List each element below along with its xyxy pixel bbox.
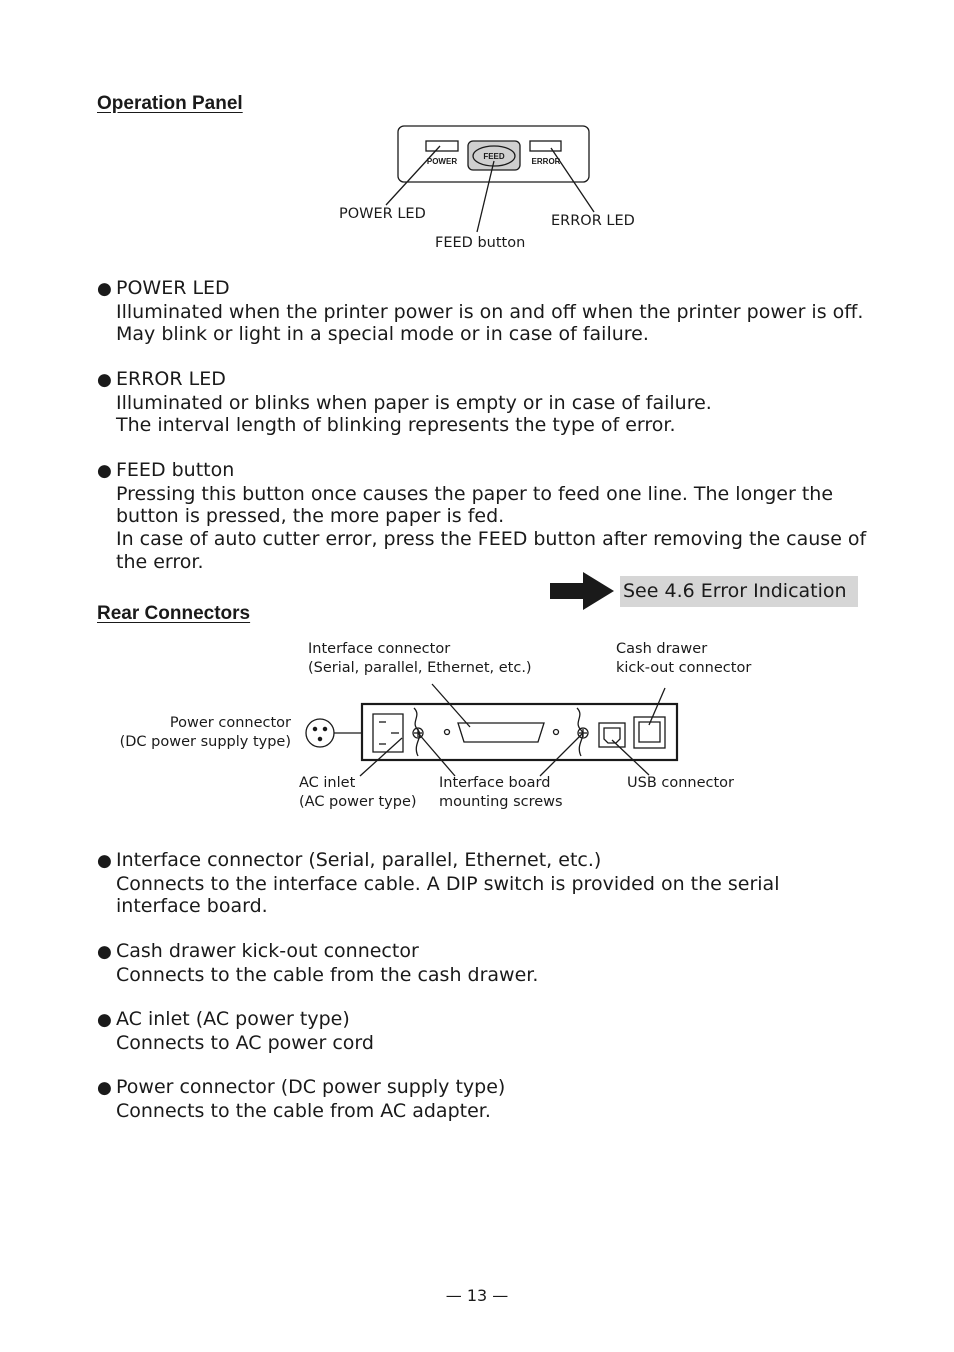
error-panel-label: ERROR: [531, 157, 561, 166]
item-title: Cash drawer kick-out connector: [116, 940, 419, 962]
usb-leader: [612, 740, 649, 775]
interface-connector-callout: [308, 640, 532, 678]
callout-line: (DC power supply type): [119, 734, 291, 750]
ac-inlet-item: [97, 1008, 867, 1054]
bullet-icon: ●: [97, 461, 112, 481]
power-led-callout: POWER LED: [339, 206, 426, 222]
rear-connectors-heading: Rear Connectors: [97, 603, 251, 624]
feed-panel-label: FEED: [483, 152, 505, 161]
item-text: Connects to the cable from AC adapter.: [116, 1099, 491, 1122]
callout-line: Power connector: [169, 715, 291, 731]
ac-inlet-callout: [299, 774, 417, 812]
bullet-icon: ●: [97, 1010, 112, 1030]
db25-connector: [458, 723, 544, 742]
callout-line: (Serial, parallel, Ethernet, etc.): [308, 660, 532, 676]
page-number: — 13 —: [445, 1286, 509, 1305]
power-connector-callout: [100, 714, 291, 752]
bullet-icon: ●: [97, 370, 112, 390]
error-indication-reference-link[interactable]: See 4.6 Error Indication: [623, 580, 847, 602]
item-title: Interface connector (Serial, parallel, Ethernet, etc.): [116, 849, 602, 871]
power-led-leader: [386, 146, 440, 205]
rear-connectors-diagram: [306, 684, 677, 776]
screw-leader-left: [418, 733, 455, 776]
item-text: Connects to the interface cable. A DIP switch is provided on the serial interface board.: [116, 872, 780, 918]
feed-button-item: [97, 459, 867, 574]
rear-panel-outline: [362, 704, 677, 760]
cash-drawer-leader: [649, 688, 665, 725]
item-text: In case of auto cutter error, press the FEED button after removing the cause of the error.: [116, 528, 867, 573]
power-led-item: [97, 277, 867, 346]
callout-line: kick-out connector: [616, 660, 752, 676]
cash-drawer-callout: [616, 640, 751, 678]
callout-line: Interface board: [439, 775, 551, 791]
error-led-indicator: [530, 141, 561, 151]
bullet-icon: ●: [97, 851, 112, 871]
feed-button-callout: FEED button: [435, 235, 526, 251]
item-title: FEED button: [116, 459, 235, 481]
item-text: The interval length of blinking represents the type of error.: [116, 414, 676, 437]
item-title: AC inlet (AC power type): [116, 1008, 350, 1030]
reference-arrow-icon: [550, 572, 614, 610]
error-led-item: [97, 368, 867, 437]
item-title: POWER LED: [116, 277, 230, 299]
callout-line: Interface connector: [308, 641, 451, 657]
screw-leader-right: [540, 733, 583, 776]
item-text: Illuminated or blinks when paper is empty or in case of failure.: [116, 391, 712, 414]
item-title: Power connector (DC power supply type): [116, 1076, 506, 1098]
power-panel-label: POWER: [426, 157, 458, 166]
cash-drawer-item: [97, 940, 867, 986]
interface-leader: [432, 684, 470, 727]
error-led-callout: ERROR LED: [551, 213, 635, 229]
callout-line: Cash drawer: [616, 641, 708, 657]
callout-line: (AC power type): [299, 794, 417, 810]
bullet-icon: ●: [97, 942, 112, 962]
bullet-icon: ●: [97, 279, 112, 299]
power-connector-item: [97, 1076, 867, 1122]
mounting-screws-callout: [439, 774, 563, 812]
item-text: Connects to the cable from the cash drawer.: [116, 963, 539, 986]
power-led-indicator: [426, 141, 458, 151]
item-title: ERROR LED: [116, 368, 226, 390]
usb-connector-callout: USB connector: [627, 775, 735, 791]
bullet-icon: ●: [97, 1078, 112, 1098]
callout-line: AC inlet: [299, 775, 356, 791]
dc-power-connector: [306, 719, 334, 747]
callout-line: mounting screws: [439, 794, 563, 810]
interface-connector-item: [97, 849, 867, 918]
operation-panel-heading: Operation Panel: [97, 93, 243, 114]
item-text: Connects to AC power cord: [116, 1031, 374, 1054]
feed-button-leader: [477, 161, 494, 232]
item-text: Pressing this button once causes the paper to feed one line. The longer the button is pressed, the more paper is fed.: [116, 482, 834, 528]
item-text: Illuminated when the printer power is on and off when the printer power is off. May blink or light in a special mode or in case of failure.: [116, 300, 864, 346]
